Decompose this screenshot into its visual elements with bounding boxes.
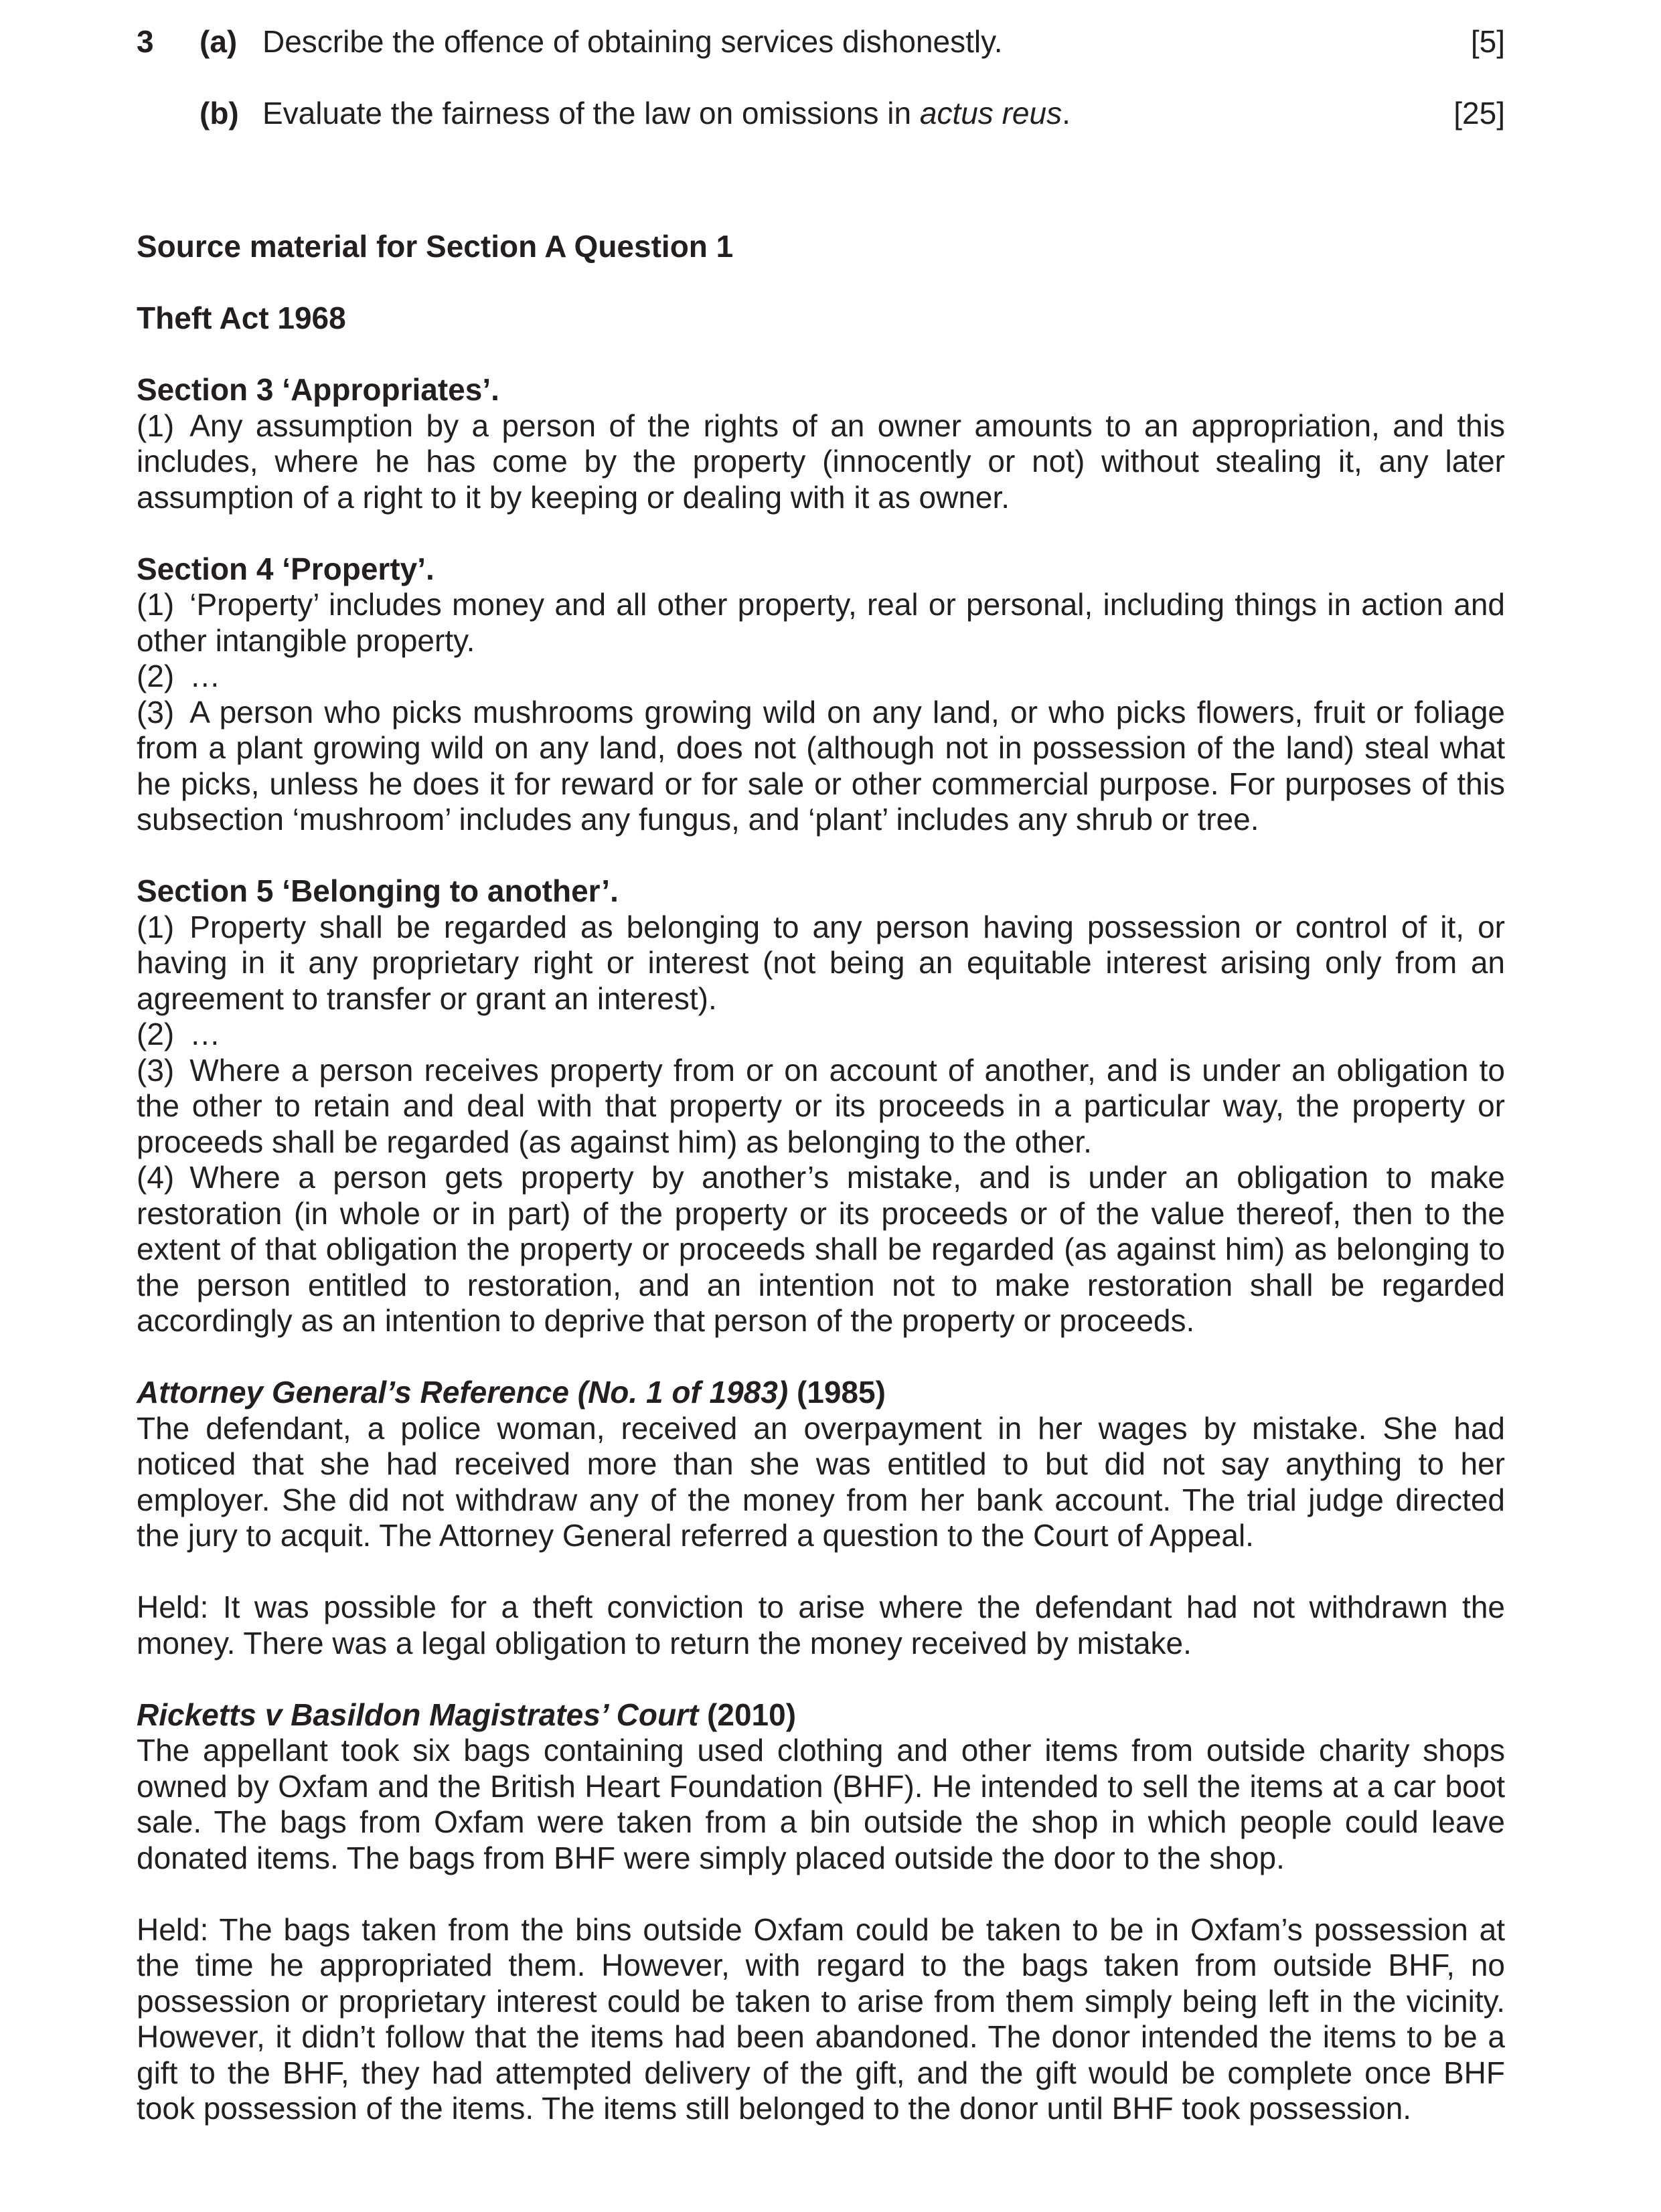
question-part-b-text: Evaluate the fairness of the law on omissions in actus reus. — [262, 95, 1071, 131]
section-5-subsection-4: (4) Where a person gets property by another’s mistake, and is under an obligation to make restoration (in whole or in part) of the property or its proceeds or of the value thereof, then to the extent of that obligation the property or proceeds shall be regarded (as against him) as belonging to the person entitled to restoration, and an intention not to make restoration shall be regarded accordingly as an intention to deprive that person of the property or proceeds. — [137, 1160, 1505, 1338]
question-part-a-label: (a) — [200, 24, 238, 59]
case-1-facts: The defendant, a police woman, received an overpayment in her wages by mistake. She had noticed that she had received more than she was entitled to but did not say anything to her employer. She did not withdraw any of the money from her bank account. The trial judge directed the jury to acquit. The Attorney General referred a question to the Court of Appeal. — [137, 1410, 1505, 1553]
case-2-facts: The appellant took six bags containing used clothing and other items from outside charity shops owned by Oxfam and the British Heart Foundation (BHF). He intended to sell the items at a car boot sale. The bags from Oxfam were taken from a bin outside the shop in which people could leave donated items. The bags from BHF were simply placed outside the door to the shop. — [137, 1733, 1505, 1875]
source-material-heading: Source material for Section A Question 1 — [137, 229, 734, 264]
case-1-year: (1985) — [788, 1375, 886, 1410]
act-title: Theft Act 1968 — [137, 301, 346, 335]
case-2-year: (2010) — [698, 1697, 797, 1732]
section-5-subsection-1: (1) Property shall be regarded as belonging to any person having possession or control of it, or having in it any proprietary right or interest (not being an equitable interest arising only from an agreement to transfer or grant an interest). — [137, 909, 1505, 1016]
question-3b — [137, 96, 1505, 132]
section-4-subsection-1: (1) ‘Property’ includes money and all other property, real or personal, including things in action and other intangible property. — [137, 587, 1505, 658]
question-part-a-marks: [5] — [1470, 24, 1505, 59]
section-4-subsection-2: (2) … — [137, 659, 221, 693]
question-number: 3 — [137, 24, 154, 59]
question-part-b-marks: [25] — [1453, 95, 1505, 131]
question-part-b-label: (b) — [200, 95, 239, 131]
section-4-heading: Section 4 ‘Property’. — [137, 551, 434, 586]
section-5-subsection-2: (2) … — [137, 1017, 221, 1051]
section-5-heading: Section 5 ‘Belonging to another’. — [137, 873, 619, 908]
question-part-b-italic-term: actus reus — [919, 95, 1062, 131]
question-part-a-text: Describe the offence of obtaining services dishonestly. — [262, 24, 1003, 59]
case-1-name: Attorney General’s Reference (No. 1 of 1983) — [137, 1375, 789, 1410]
case-1-held: Held: It was possible for a theft conviction to arise where the defendant had not withdrawn the money. There was a legal obligation to return the money received by mistake. — [137, 1590, 1505, 1661]
case-2-name: Ricketts v Basildon Magistrates’ Court — [137, 1697, 699, 1732]
case-2-held: Held: The bags taken from the bins outside Oxfam could be taken to be in Oxfam’s possession at the time he appropriated them. However, with regard to the bags taken from outside BHF, no possession or proprietary interest could be taken to arise from them simply being left in the vicinity. However, it didn’t follow that the items had been abandoned. The donor intended the items to be a gift to the BHF, they had attempted delivery of the gift, and the gift would be complete once BHF took possession of the items. The items still belonged to the donor until BHF took possession. — [137, 1911, 1505, 2126]
exam-page — [137, 24, 1505, 2127]
section-3-heading: Section 3 ‘Appropriates’. — [137, 372, 499, 407]
case-1-heading — [137, 1375, 1505, 1411]
section-3-subsection-1: (1) Any assumption by a person of the rights of an owner amounts to an appropriation, and this includes, where he has come by the property (innocently or not) without stealing it, any later assumption of a right to it by keeping or dealing with it as owner. — [137, 408, 1505, 515]
question-3a — [137, 24, 1505, 60]
case-2-heading — [137, 1697, 1505, 1733]
section-4-subsection-3: (3) A person who picks mushrooms growing wild on any land, or who picks flowers, fruit or foliage from a plant growing wild on any land, does not (although not in possession of the land) steal what he picks, unless he does it for reward or for sale or other commercial purpose. For purposes of this subsection ‘mushroom’ includes any fungus, and ‘plant’ includes any shrub or tree. — [137, 694, 1505, 837]
section-5-subsection-3: (3) Where a person receives property from or on account of another, and is under an obligation to the other to retain and deal with that property or its proceeds in a particular way, the property or proceeds shall be regarded (as against him) as belonging to the other. — [137, 1052, 1505, 1159]
